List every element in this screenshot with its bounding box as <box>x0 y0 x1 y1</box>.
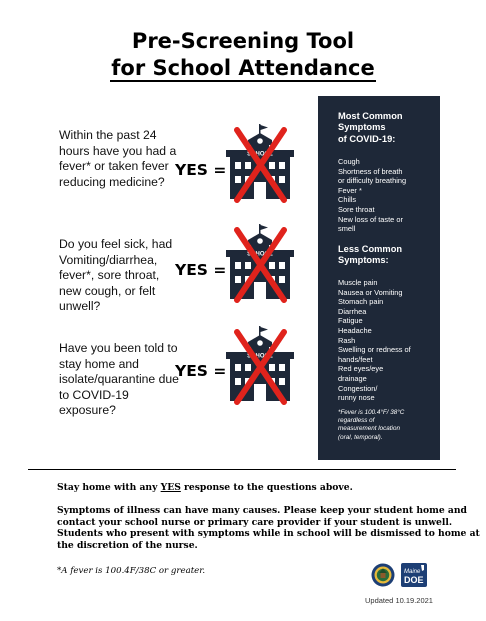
list-item: smell <box>338 224 356 234</box>
question-1-text: Within the past 24 hours have you had a fever* or taken fever reducing medicine? <box>59 128 177 189</box>
list-item: Fever * <box>338 185 362 195</box>
list-item: Muscle pain <box>338 278 378 287</box>
list-item: Stomach pain <box>338 297 384 307</box>
guidance-paragraph: Symptoms of illness can have many causes. Please keep your student home and contact your school nurse or primary care provider if your student is unwell. Students who present with symptoms while in school will be dismissed to home at the discretion of the nurse. <box>57 505 480 551</box>
title-line-2: for School Attendance <box>111 56 375 80</box>
list-item: Headache <box>338 325 372 335</box>
list-item: Shortness of breath <box>338 166 403 176</box>
question-1-answer: YES = <box>175 161 227 179</box>
list-item: Fatigue <box>338 316 363 326</box>
list-item: hands/feet <box>338 354 373 364</box>
list-item: Swelling or redness of <box>338 345 411 355</box>
school-crossed-icon <box>226 326 294 406</box>
less-common-heading: Less Common Symptoms: <box>338 244 403 266</box>
list-item: Red eyes/eye <box>338 364 384 374</box>
question-2-answer: YES = <box>175 261 227 279</box>
list-item: Diarrhea <box>338 306 367 316</box>
list-item: or difficulty breathing <box>338 176 407 186</box>
list-item: Cough <box>338 157 360 166</box>
section-divider <box>28 469 456 470</box>
logo-dept: DOE <box>404 575 424 585</box>
list-item: Congestion/ <box>338 383 378 393</box>
yes-emphasis: YES <box>160 482 181 493</box>
school-crossed-icon <box>226 224 294 304</box>
list-item: Rash <box>338 335 356 345</box>
title-underline <box>110 80 376 82</box>
question-3-text: Have you been told to stay home and isolate/quarantine due to COVID-19 exposure? <box>59 341 179 418</box>
less-common-list <box>338 278 436 403</box>
page-title <box>0 28 486 82</box>
maine-doe-logo <box>401 563 427 587</box>
school-sign: SCHOOL <box>247 353 273 360</box>
school-sign: SCHOOL <box>247 151 273 158</box>
common-symptoms-heading: Most Common Symptoms of COVID-19: <box>338 111 403 144</box>
title-line-1: Pre-Screening Tool <box>131 29 355 53</box>
updated-date: Updated 10.19.2021 <box>365 596 433 605</box>
school-crossed-icon <box>226 124 294 204</box>
list-item: Chills <box>338 195 357 205</box>
logo-state: Maine <box>404 569 421 575</box>
question-3-answer: YES = <box>175 362 227 380</box>
common-symptoms-list <box>338 157 436 234</box>
stay-home-line: Stay home with any YES response to the questions above. <box>57 482 353 493</box>
fever-footnote: *A fever is 100.4F/38C or greater. <box>57 566 206 576</box>
question-2-text: Do you feel sick, had Vomiting/diarrhea, fever*, sore throat, new cough, or felt unwell? <box>59 237 173 314</box>
fever-note: *Fever is 100.4°F/ 38°C regardless of measurement location (oral, temporal). <box>338 409 405 441</box>
school-sign: SCHOOL <box>247 251 273 258</box>
list-item: drainage <box>338 373 367 383</box>
list-item: Sore throat <box>338 204 375 214</box>
symptoms-panel <box>318 96 440 460</box>
list-item: Nausea or Vomiting <box>338 287 403 297</box>
state-seal-icon <box>371 563 395 587</box>
list-item: runny nose <box>338 393 375 403</box>
list-item: New loss of taste or <box>338 214 403 224</box>
